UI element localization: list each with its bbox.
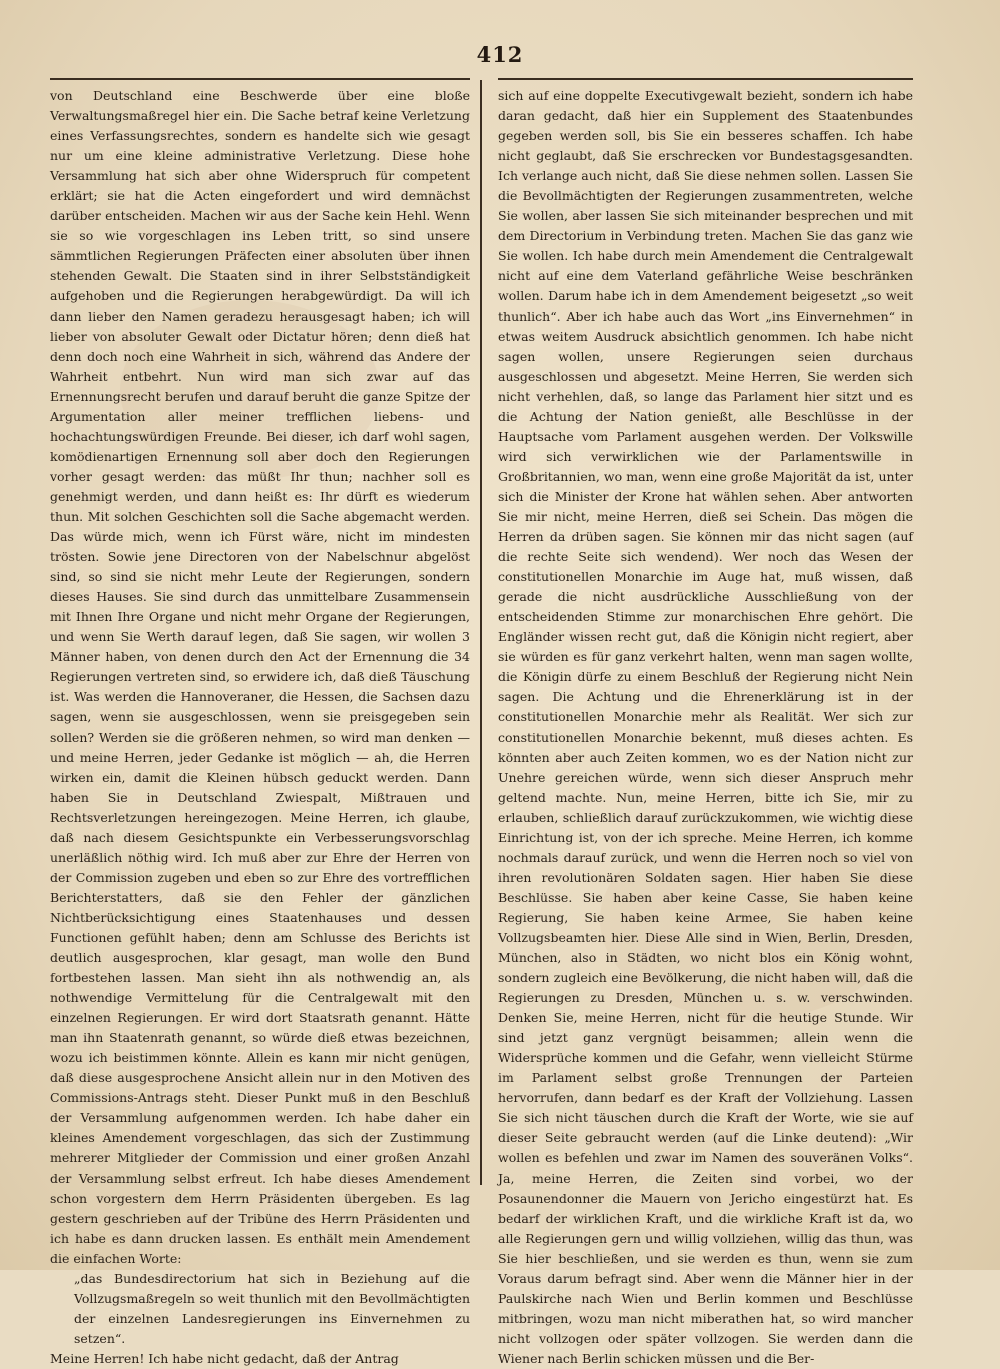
left-column [50, 86, 470, 1369]
column-divider [480, 80, 482, 1185]
right-column [498, 86, 913, 1369]
amendment-quote: „das Bundesdirectorium hat sich in Beziehung auf die Vollzugsmaßregeln so weit thunlich mit den Bevollmächtigten der einzelnen Landesregierungen ins Einvernehmen zu setzen“. [74, 1270, 470, 1346]
header-rule-left [50, 78, 470, 80]
right-column-paragraph: sich auf eine doppelte Executivgewalt bezieht, sondern ich habe daran gedacht, daß hier ein Supplement des Staatenbundes gegeben werden soll, bis Sie ein besseres schaffen. Ich habe nicht geglaubt, daß Sie erschrecken vor Bundestagsgesandten. Ich verlange auch nicht, daß Sie diese nehmen sollen. Lassen Sie die Bevollmächtigten der Regierungen zusammentreten, welche Sie wollen, aber lassen Sie sich miteinander besprechen und mit dem Directorium in Verbindung treten. Machen Sie das ganz wie Sie wollen. Ich habe durch mein Amendement die Centralgewalt nicht auf eine dem Vaterland gefährliche Weise beschränken wollen. Darum habe ich in dem Amendement beigesetzt „so weit thunlich“. Aber ich habe auch das Wort „ins Einvernehmen“ in etwas weitem Ausdruck absichtlich genommen. Ich habe nicht sagen wollen, unsere Regierungen seien durchaus ausgeschlossen und abgesetzt. Meine Herren, Sie werden sich nicht verhehlen, daß, so lange das Parlament hier sitzt und es die Achtung der Nation genießt, alle Beschlüsse in der Hauptsache vom Parlament ausgehen werden. Der Volkswille wird sich verwirklichen wie der Parlamentswille in Großbritannien, wo man, wenn eine große Majorität da ist, unter sich die Minister der Krone hat wählen sehen. Aber antworten Sie mir nicht, meine Herren, dieß sei Schein. Das mögen die Herren da drüben sagen. Sie können mir das nicht sagen (auf die rechte Seite sich wendend). Wer noch das Wesen der constitutionellen Monarchie im Auge hat, muß wissen, daß gerade die nicht ausdrückliche Ausschließung von der entscheidenden Stimme zur monarchischen Ehre gehört. Die Engländer wissen recht gut, daß die Königin nicht regiert, aber sie würden es für ganz verkehrt halten, wenn man sagen wollte, die Königin dürfe zu einem Beschluß der Regierung nicht Nein sagen. Die Achtung und die Ehrenerklärung ist in der constitutionellen Monarchie mehr als Realität. Wer sich zur constitutionellen Monarchie bekennt, muß dieses achten. Es könnten aber auch Zeiten kommen, wo es der Nation nicht zur Unehre gereichen würde, wenn sich dieser Anspruch mehr geltend machte. Nun, meine Herren, bitte ich Sie, mir zu erlauben, schließlich darauf zurückzukommen, wie wichtig diese Einrichtung ist, von der ich spreche. Meine Herren, ich komme nochmals darauf zurück, und wenn die Herren noch so viel von ihren revolutionären Soldaten sagen. Hier haben Sie diese Beschlüsse. Sie haben aber keine Casse, Sie haben keine Regierung, Sie haben keine Armee, Sie haben keine Vollzugsbeamten hier. Diese Alle sind in Wien, Berlin, Dresden, München, also in Städten, wo nicht blos ein König wohnt, sondern zugleich eine Bevölkerung, die nicht haben will, daß die Regierungen zu Dresden, München u. s. w. verschwinden. Denken Sie, meine Herren, nicht für die heutige Stunde. Wir sind jetzt ganz vergnügt beisammen; allein wenn die Widersprüche kommen und die Gefahr, wenn vielleicht Stürme im Parlament selbst große Trennungen der Parteien hervorrufen, dann bedarf es der Kraft der Vollziehung. Lassen Sie sich nicht täuschen durch die Kraft der Worte, wie sie auf dieser Seite gebraucht werden (auf die Linke deutend): „Wir wollen es befehlen und zwar im Namen des souveränen Volks“. Ja, meine Herren, die Zeiten sind vorbei, wo der Posaunendonner die Mauern von Jericho eingestürzt hat. Es bedarf der wirklichen Kraft, und die wirkliche Kraft ist da, wo alle Regierungen gern und willig vollziehen, willig das thun, was Sie hier beschließen, und sie werden es thun, wenn sie zum Voraus darum befragt sind. Aber wenn die Männer hier in der Paulskirche nach Wien und Berlin kommen und Beschlüsse mitbringen, wozu man nicht miberathen hat, so wird mancher nicht vollzogen oder später vollzogen. Sie werden dann die Wiener nach Berlin schicken müssen und die Ber- [498, 88, 913, 1366]
header-rule-right [498, 78, 913, 80]
left-column-paragraph: von Deutschland eine Beschwerde über eine bloße Verwaltungsmaßregel hier ein. Die Sache betraf keine Verletzung eines Verfassungsrechtes, sondern es handelte sich wie gesagt nur um eine kleine administrative Verletzung. Diese hohe Versammlung hat sich aber ohne Widerspruch für competent erklärt; sie hat die Acten eingefordert und wird demnächst darüber entscheiden. Machen wir aus der Sache kein Hehl. Wenn sie so wie vorgeschlagen ins Leben tritt, so sind unsere sämmtlichen Regierungen Präfecten einer absoluten über ihnen stehenden Gewalt. Die Staaten sind in ihrer Selbstständigkeit aufgehoben und die Regierungen herabgewürdigt. Da will ich dann lieber den Namen geradezu herausgesagt haben; ich will lieber von absoluter Gewalt oder Dictatur hören; denn dieß hat denn doch noch eine Wahrheit in sich, während das Andere der Wahrheit entbehrt. Nun wird man sich zwar auf das Ernennungsrecht berufen und darauf beruht die ganze Spitze der Argumentation aller meiner trefflichen liebens- und hochachtungswürdigen Freunde. Bei dieser, ich darf wohl sagen, komödienartigen Ernennung soll aber doch den Regierungen vorher gesagt werden: das müßt Ihr thun; nachher soll es genehmigt werden, und dann heißt es: Ihr dürft es wiederum thun. Mit solchen Geschichten soll die Sache abgemacht werden. Das würde mich, wenn ich Fürst wäre, nicht im mindesten trösten. Sowie jene Directoren von der Nabelschnur abgelöst sind, so sind sie nicht mehr Leute der Regierungen, sondern dieses Hauses. Sie sind durch das unmittelbare Zusammensein mit Ihnen Ihre Organe und nicht mehr Organe der Regierungen, und wenn Sie Werth darauf legen, daß Sie sagen, wir wollen 3 Männer haben, von denen durch den Act der Ernennung die 34 Regierungen vertreten sind, so erwidere ich, daß dieß Täuschung ist. Was werden die Hannoveraner, die Hessen, die Sachsen dazu sagen, wenn sie ausgeschlossen, wenn sie preisgegeben sein sollen? Werden sie die größeren nehmen, so wird man denken — und meine Herren, jeder Gedanke ist möglich — ah, die Herren wirken ein, damit die Kleinen hübsch geduckt werden. Dann haben Sie in Deutschland Zwiespalt, Mißtrauen und Rechtsverletzungen hereingezogen. Meine Herren, ich glaube, daß nach diesem Gesichtspunkte ein Verbesserungsvorschlag unerläßlich nöthig wird. Ich muß aber zur Ehre der Herren von der Commission zugeben und eben so zur Ehre des vortrefflichen Berichterstatters, daß sie den Fehler der gänzlichen Nichtberücksichtigung eines Staatenhauses und dessen Functionen gefühlt haben; denn am Schlusse des Berichts ist deutlich ausgesprochen, klar gesagt, man wolle den Bund fortbestehen lassen. Man sieht ihn als nothwendig an, als nothwendige Vermittelung für die Centralgewalt mit den einzelnen Regierungen. Er wird dort Staatsrath genannt. Hätte man ihn Staatenrath genannt, so würde dieß etwas bezeichnen, wozu ich beistimmen könnte. Allein es kann mir nicht genügen, daß diese ausgesprochene Ansicht allein nur in den Motiven des Commissions-Antrags steht. Dieser Punkt muß in den Beschluß der Versammlung aufgenommen werden. Ich habe daher ein kleines Amendement vorgeschlagen, das sich der Zustimmung mehrerer Mitglieder der Commission und einer großen Anzahl der Versammlung selbst erfreut. Ich habe dieses Amendement schon vorgestern dem Herrn Präsidenten übergeben. Es lag gestern geschrieben auf der Tribüne des Herrn Präsidenten und ich habe es dann drucken lassen. Es enthält mein Amendement die einfachen Worte: [50, 88, 470, 1266]
left-column-paragraph-end: Meine Herren! Ich habe nicht gedacht, daß der Antrag [50, 1350, 399, 1366]
page-number: 412 [476, 42, 524, 67]
